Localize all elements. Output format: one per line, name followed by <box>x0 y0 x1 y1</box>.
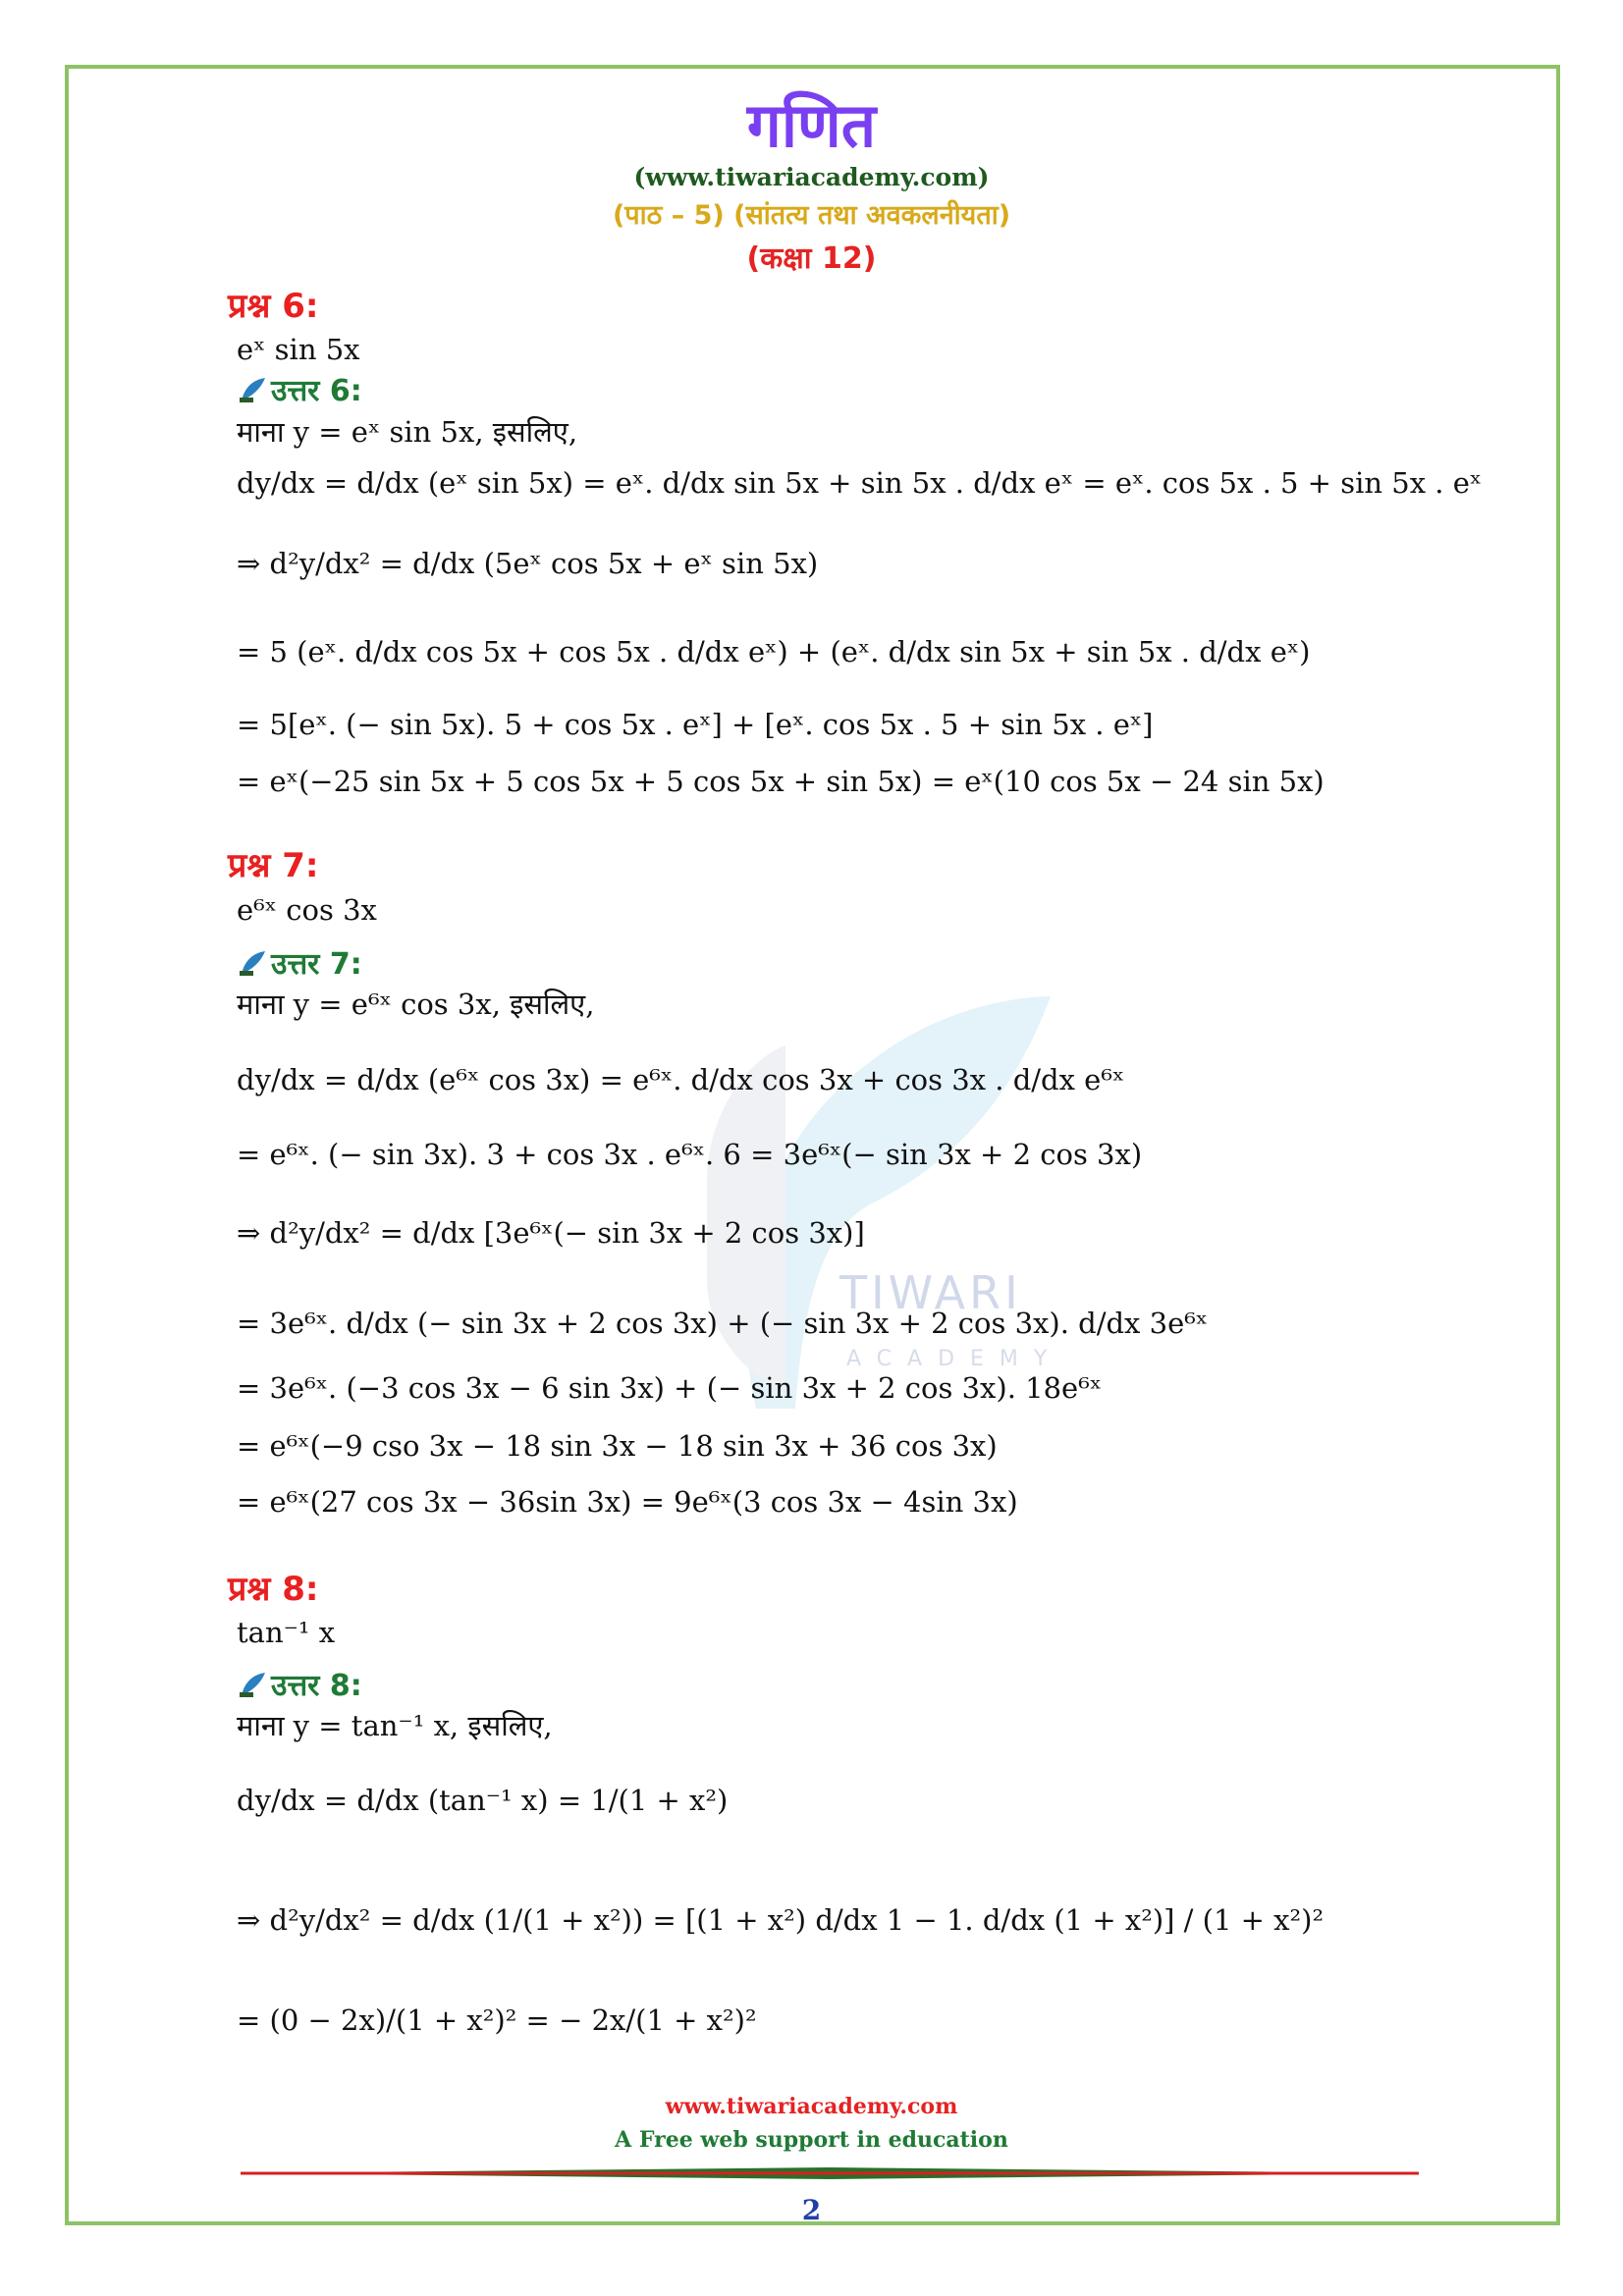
question-6-expression: eˣ sin 5x <box>237 333 360 366</box>
answer-7-text: उत्तर 7: <box>271 947 362 982</box>
answer-6-step-4: = 5 (eˣ. d/dx cos 5x + cos 5x . d/dx eˣ) + (eˣ. d/dx sin 5x + sin 5x . d/dx eˣ) <box>237 635 1311 668</box>
answer-7-step-3: = e⁶ˣ. (− sin 3x). 3 + cos 3x . e⁶ˣ. 6 = 3e⁶ˣ(− sin 3x + 2 cos 3x) <box>237 1138 1143 1171</box>
question-8-label: प्रश्न 8: <box>228 1570 319 1609</box>
answer-6-step-5: = 5[eˣ. (− sin 5x). 5 + cos 5x . eˣ] + [eˣ. cos 5x . 5 + sin 5x . eˣ] <box>237 708 1154 741</box>
footer-divider <box>241 2167 1419 2179</box>
header-site-link[interactable]: (www.tiwariacademy.com) <box>633 163 990 191</box>
answer-7-step-6: = 3e⁶ˣ. (−3 cos 3x − 6 sin 3x) + (− sin 3x + 2 cos 3x). 18e⁶ˣ <box>237 1371 1103 1405</box>
answer-7-step-2: dy/dx = d/dx (e⁶ˣ cos 3x) = e⁶ˣ. d/dx cos 3x + cos 3x . d/dx e⁶ˣ <box>237 1063 1125 1096</box>
page-title: गणित <box>746 89 877 161</box>
footer-site-link[interactable]: www.tiwariacademy.com <box>665 2094 958 2119</box>
question-7-expression: e⁶ˣ cos 3x <box>237 893 377 927</box>
answer-6-label <box>238 369 362 409</box>
answer-7-label <box>238 942 362 983</box>
answer-7-step-4: ⇒ d²y/dx² = d/dx [3e⁶ˣ(− sin 3x + 2 cos 3x)] <box>237 1216 865 1250</box>
answer-7-step-5: = 3e⁶ˣ. d/dx (− sin 3x + 2 cos 3x) + (− sin 3x + 2 cos 3x). d/dx 3e⁶ˣ <box>237 1307 1209 1340</box>
answer-6-step-2: dy/dx = d/dx (eˣ sin 5x) = eˣ. d/dx sin 5x + sin 5x . d/dx eˣ = eˣ. cos 5x . 5 + sin 5x . eˣ <box>237 466 1483 500</box>
answer-6-step-1: माना y = eˣ sin 5x, इसलिए, <box>237 415 578 449</box>
answer-8-label <box>238 1664 362 1704</box>
answer-8-text: उत्तर 8: <box>271 1669 362 1703</box>
page-number: 2 <box>801 2194 822 2226</box>
class-heading: (कक्षा 12) <box>746 241 877 276</box>
feather-icon <box>238 949 267 977</box>
answer-6-step-3: ⇒ d²y/dx² = d/dx (5eˣ cos 5x + eˣ sin 5x) <box>237 547 819 580</box>
watermark-sub: ACADEMY <box>846 1347 1063 1371</box>
watermark-brand: TIWARI <box>839 1266 1022 1319</box>
answer-6-text: उत्तर 6: <box>271 374 362 408</box>
feather-icon <box>238 1671 267 1698</box>
answer-6-step-6: = eˣ(−25 sin 5x + 5 cos 5x + 5 cos 5x + sin 5x) = eˣ(10 cos 5x − 24 sin 5x) <box>237 765 1325 798</box>
question-6-label: प्रश्न 6: <box>228 287 319 326</box>
question-7-label: प्रश्न 7: <box>228 846 319 885</box>
answer-7-step-1: माना y = e⁶ˣ cos 3x, इसलिए, <box>237 988 595 1021</box>
answer-8-step-3: ⇒ d²y/dx² = d/dx (1/(1 + x²)) = [(1 + x²) d/dx 1 − 1. d/dx (1 + x²)] / (1 + x²)² <box>237 1903 1325 1937</box>
question-8-expression: tan⁻¹ x <box>237 1616 336 1649</box>
answer-7-step-7: = e⁶ˣ(−9 cso 3x − 18 sin 3x − 18 sin 3x + 36 cos 3x) <box>237 1429 998 1463</box>
answer-8-step-2: dy/dx = d/dx (tan⁻¹ x) = 1/(1 + x²) <box>237 1784 729 1817</box>
answer-8-step-4: = (0 − 2x)/(1 + x²)² = − 2x/(1 + x²)² <box>237 2003 757 2037</box>
answer-8-step-1: माना y = tan⁻¹ x, इसलिए, <box>237 1709 553 1742</box>
chapter-heading: (पाठ – 5) (सांतत्य तथा अवकलनीयता) <box>612 200 1011 231</box>
feather-icon <box>238 376 267 403</box>
answer-7-step-8: = e⁶ˣ(27 cos 3x − 36sin 3x) = 9e⁶ˣ(3 cos 3x − 4sin 3x) <box>237 1485 1018 1519</box>
footer-tagline: A Free web support in education <box>615 2127 1008 2153</box>
